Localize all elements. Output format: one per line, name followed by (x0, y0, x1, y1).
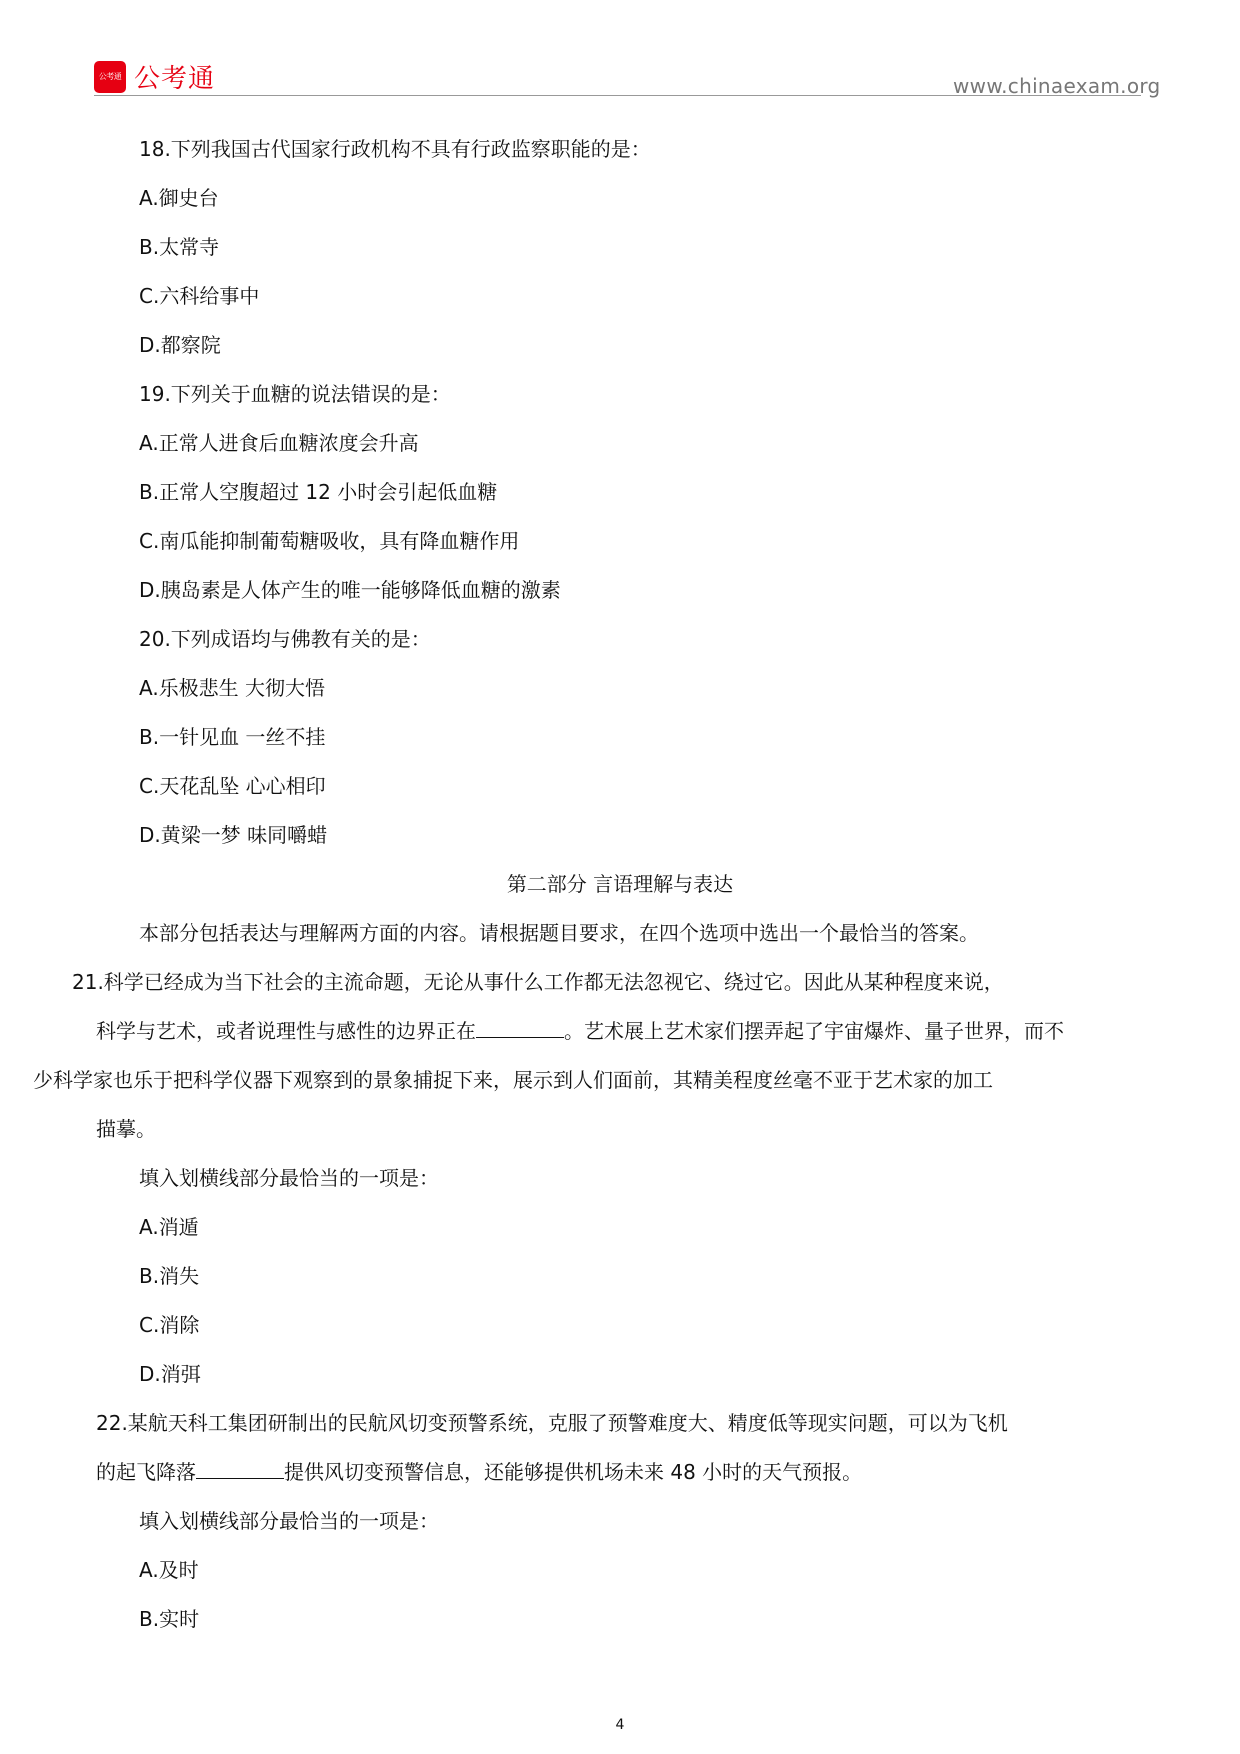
question-22-line-2 (96, 1459, 862, 1485)
question-22-text-after-blank: 提供风切变预警信息，还能够提供机场未来 48 小时的天气预报。 (284, 1460, 863, 1484)
question-21-text-after-blank: 。艺术展上艺术家们摆弄起了宇宙爆炸、量子世界，而不 (564, 1019, 1064, 1043)
question-21-option-c: C.消除 (139, 1313, 200, 1337)
logo-badge-icon: 公考通 (94, 61, 126, 93)
question-21-line-4: 描摹。 (96, 1117, 156, 1141)
question-21-prompt: 填入划横线部分最恰当的一项是： (139, 1166, 439, 1190)
question-19-option-c: C.南瓜能抑制葡萄糖吸收，具有降血糖作用 (139, 529, 520, 553)
question-20-option-b: B.一针见血 一丝不挂 (139, 725, 326, 749)
question-20-option-c: C.天花乱坠 心心相印 (139, 774, 326, 798)
question-20-stem: 20.下列成语均与佛教有关的是： (139, 627, 431, 651)
question-19-option-d: D.胰岛素是人体产生的唯一能够降低血糖的激素 (139, 578, 561, 602)
section-intro: 本部分包括表达与理解两方面的内容。请根据题目要求，在四个选项中选出一个最恰当的答案。 (139, 921, 979, 945)
question-20-option-d: D.黄梁一梦 味同嚼蜡 (139, 823, 328, 847)
question-20-option-a: A.乐极悲生 大彻大悟 (139, 676, 326, 700)
question-18-stem: 18.下列我国古代国家行政机构不具有行政监察职能的是： (139, 137, 651, 161)
question-19-option-a: A.正常人进食后血糖浓度会升高 (139, 431, 419, 455)
page-number: 4 (615, 1717, 625, 1733)
question-22-prompt: 填入划横线部分最恰当的一项是： (139, 1509, 439, 1533)
question-18-option-a: A.御史台 (139, 186, 219, 210)
question-22-option-a: A.及时 (139, 1558, 199, 1582)
question-21-line-2 (96, 1018, 1064, 1044)
question-19-stem: 19.下列关于血糖的说法错误的是： (139, 382, 451, 406)
question-21-line-1: 21.科学已经成为当下社会的主流命题，无论从事什么工作都无法忽视它、绕过它。因此从某种程度来说， (72, 970, 1004, 994)
question-22-text-before-blank: 的起飞降落 (96, 1460, 196, 1484)
logo (94, 58, 215, 95)
question-21-line-3: 少科学家也乐于把科学仪器下观察到的景象捕捉下来，展示到人们面前，其精美程度丝毫不亚于艺术家的加工 (33, 1068, 993, 1092)
question-21-option-a: A.消遁 (139, 1215, 199, 1239)
logo-text: 公考通 (134, 64, 216, 94)
question-18-option-c: C.六科给事中 (139, 284, 260, 308)
header-url: www.chinaexam.org (953, 74, 1161, 98)
question-18-option-d: D.都察院 (139, 333, 221, 357)
question-21-option-d: D.消弭 (139, 1362, 201, 1386)
section-title: 第二部分 言语理解与表达 (506, 872, 734, 896)
question-21-text-before-blank: 科学与艺术，或者说理性与感性的边界正在 (96, 1019, 476, 1043)
question-21-option-b: B.消失 (139, 1264, 200, 1288)
answer-blank (476, 1019, 564, 1038)
question-22-line-1: 22.某航天科工集团研制出的民航风切变预警系统，克服了预警难度大、精度低等现实问题，可以为飞机 (96, 1411, 1008, 1435)
question-18-option-b: B.太常寺 (139, 235, 220, 259)
question-19-option-b: B.正常人空腹超过 12 小时会引起低血糖 (139, 480, 498, 504)
answer-blank (196, 1460, 284, 1479)
question-22-option-b: B.实时 (139, 1607, 200, 1631)
